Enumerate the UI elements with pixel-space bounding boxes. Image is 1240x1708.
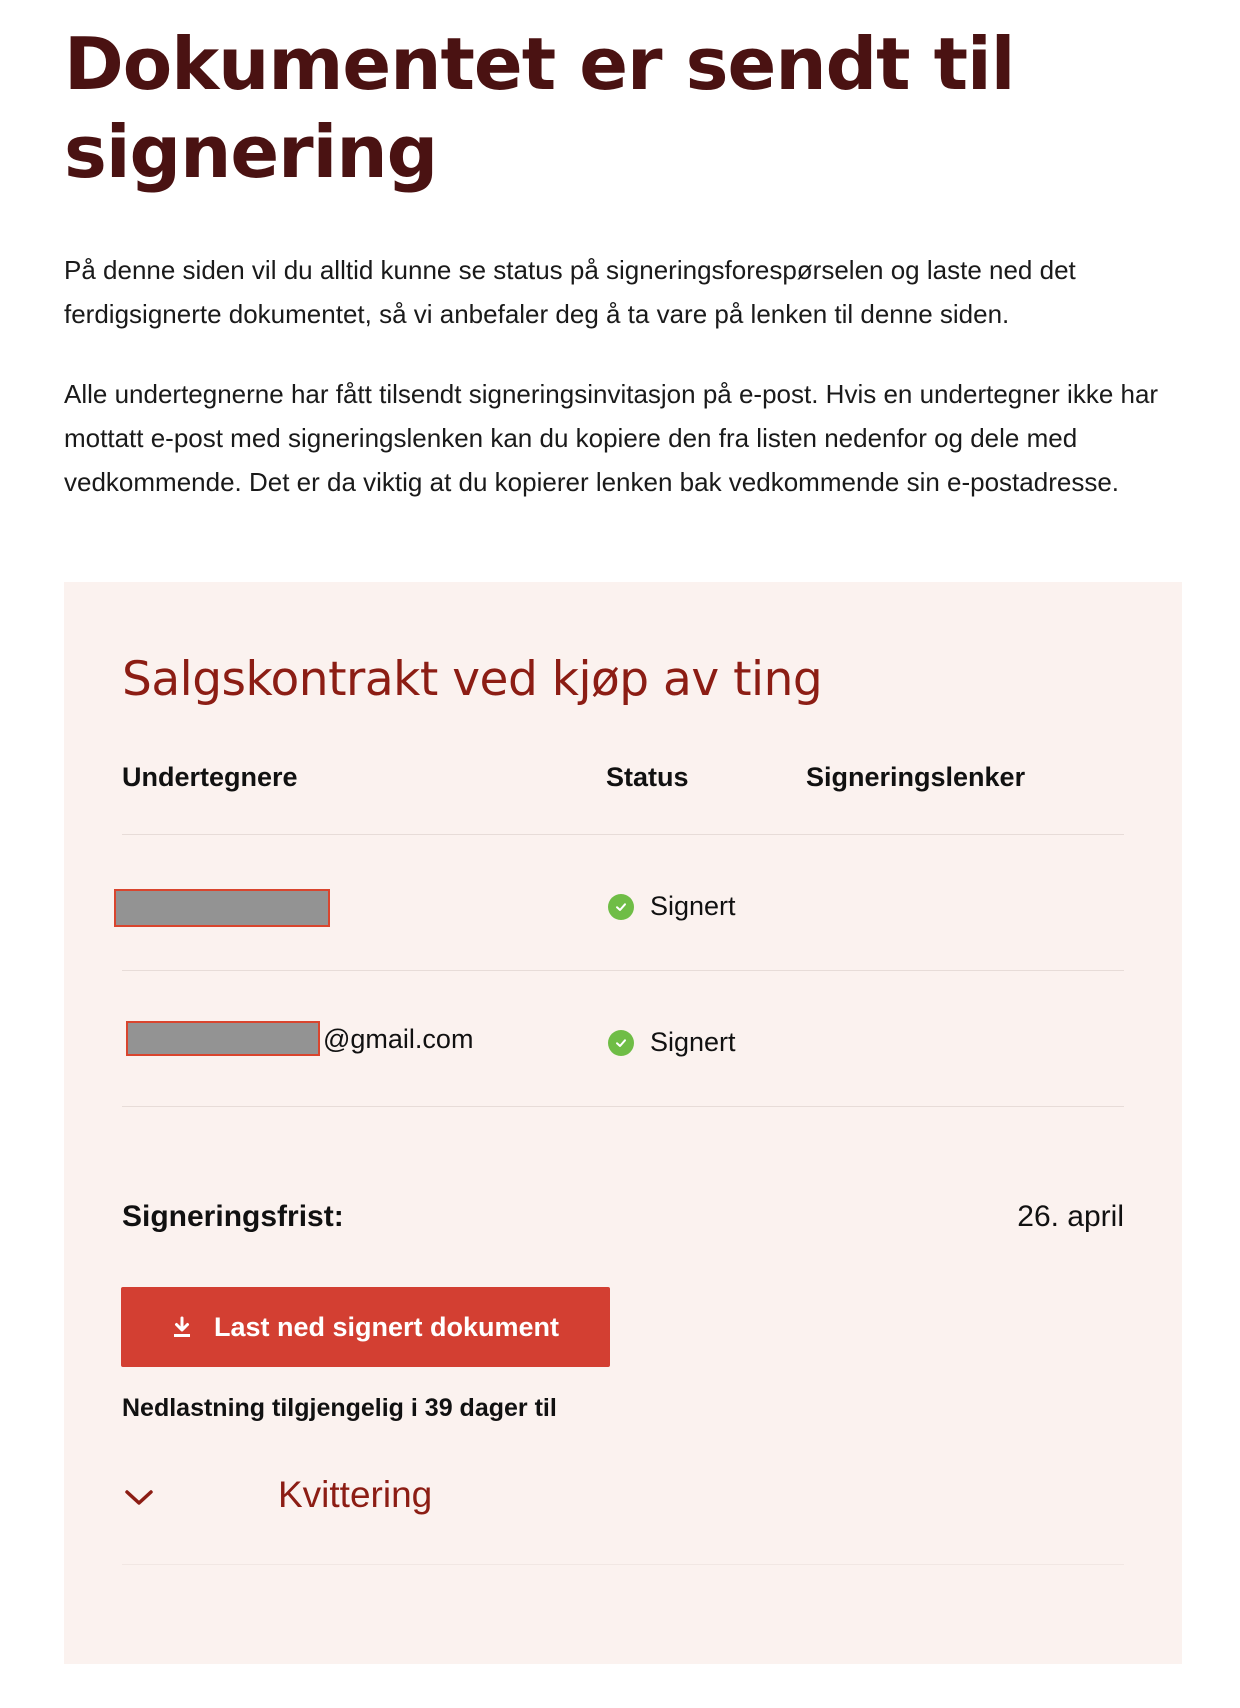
signer-status (608, 891, 736, 922)
signer-status-label: Signert (650, 891, 736, 921)
page-title: Dokumentet er sendt til signering (64, 22, 1015, 194)
receipt-divider (122, 1564, 1124, 1565)
redacted-signer-name (114, 889, 330, 927)
check-circle-icon (608, 894, 634, 920)
intro-paragraph-1: På denne siden vil du alltid kunne se status på signeringsforespørselen og laste ned det ferdigsignerte dokumentet, så vi anbefaler deg å ta vare på lenken til denne siden. (64, 255, 1076, 329)
chevron-down-icon (124, 1488, 154, 1513)
column-header-links: Signeringslenker (806, 762, 1026, 792)
page (64, 0, 1182, 1515)
receipt-label: Kvittering (278, 1474, 433, 1515)
document-card (64, 582, 1182, 1664)
row-divider (122, 1106, 1124, 1107)
download-button-label: Last ned signert dokument (213, 1311, 560, 1342)
redacted-signer-email (126, 1021, 320, 1056)
download-availability-text: Nedlastning tilgjengelig i 39 dager til (122, 1394, 557, 1422)
signer-status-label: Signert (650, 1027, 736, 1057)
signer-email: @gmail.com (323, 1024, 474, 1054)
download-icon (172, 1316, 192, 1338)
column-header-signers: Undertegnere (122, 762, 298, 792)
deadline-value: 26. april (1017, 1200, 1124, 1233)
row-divider (122, 970, 1124, 971)
document-title: Salgskontrakt ved kjøp av ting (122, 652, 823, 707)
check-circle-icon (608, 1030, 634, 1056)
deadline-label: Signeringsfrist: (122, 1200, 344, 1233)
column-header-status: Status (606, 762, 689, 792)
receipt-expander[interactable] (122, 1474, 1124, 1574)
intro-paragraph-2: Alle undertegnerne har fått tilsendt signeringsinvitasjon på e-post. Hvis en undertegner ikke har mottatt e-post med signeringslenken kan du kopiere den fra listen nedenfor og dele med vedkommende. Det er da viktig at du kopierer lenken bak vedkommende sin e-postadresse. (64, 379, 1159, 497)
signer-status (608, 1027, 736, 1058)
download-signed-document-button[interactable] (121, 1287, 610, 1367)
row-divider (122, 834, 1124, 835)
